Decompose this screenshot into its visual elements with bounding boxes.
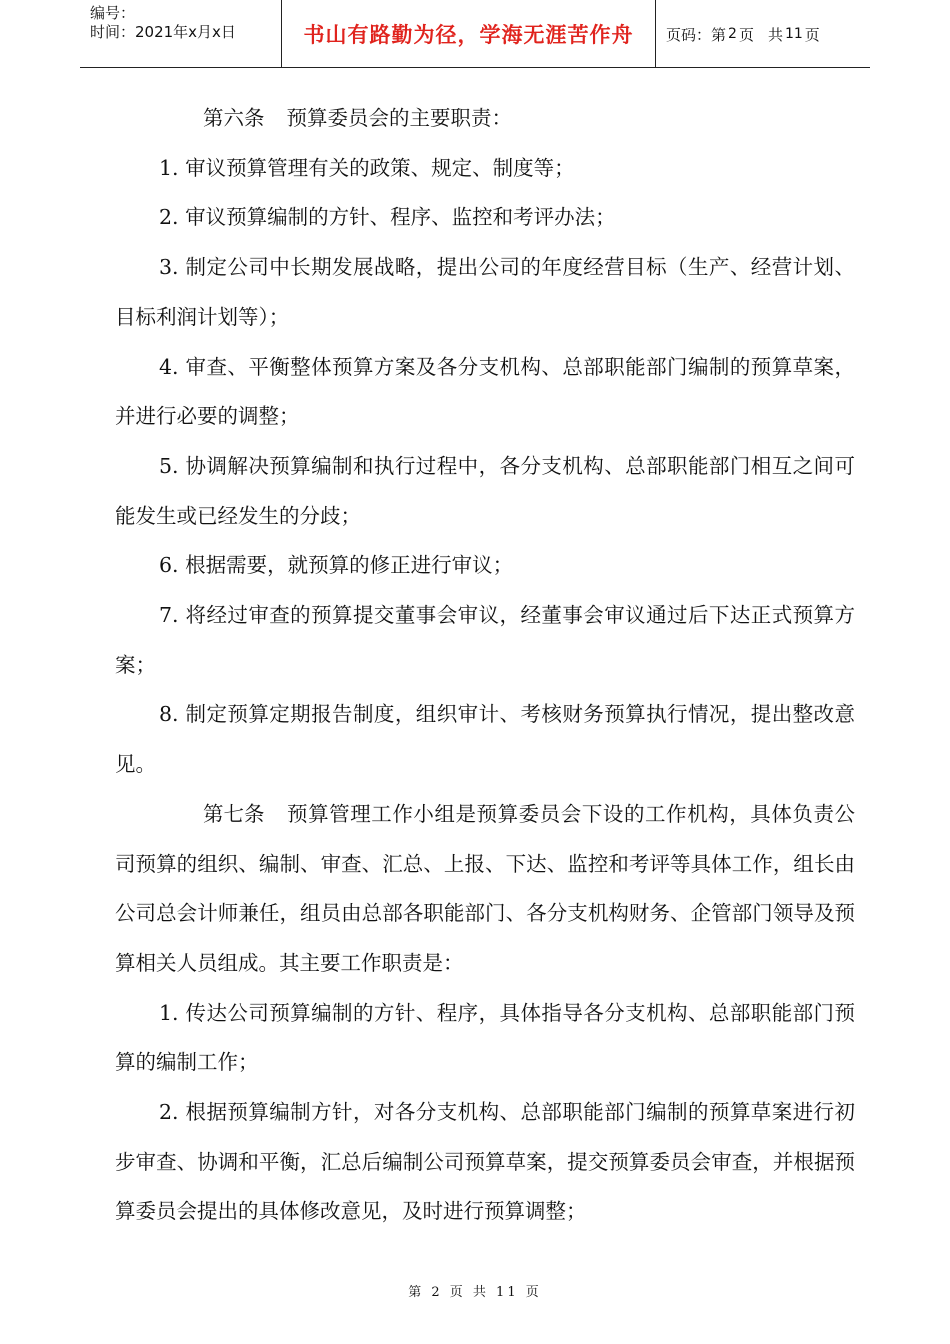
article-6-item: 6. 根据需要，就预算的修正进行审议；	[159, 553, 514, 578]
article-6-item: 7. 将经过审查的预算提交董事会审议，经董事会审议通过后下达正式预算方案；	[115, 603, 855, 677]
document-number-label: 编号：	[90, 4, 136, 22]
article-7-item: 1. 传达公司预算编制的方针、程序，具体指导各分支机构、总部职能部门预算的编制工作；	[115, 1000, 855, 1075]
header-motto: 书山有路勤为径，学海无涯苦作舟	[282, 0, 656, 68]
page-prefix: 页码：第	[666, 25, 727, 44]
page-header	[80, 0, 870, 68]
page-footer: 第 2 页 共 11 页	[408, 1285, 542, 1300]
article-6-item: 3. 制定公司中长期发展战略，提出公司的年度经营目标（生产、经营计划、目标利润计划等）；	[115, 255, 855, 329]
header-info-cell	[80, 0, 282, 68]
article-7-text: 预算管理工作小组是预算委员会下设的工作机构，具体负责公司预算的组织、编制、审查、汇总、上报、下达、监控和考评等具体工作，组长由公司总会计师兼任，组员由总部各职能部门、各分支机构财务、企管部门领导及预算相关人员组成。其主要工作职责是：	[115, 801, 855, 975]
page-current: 2	[728, 26, 737, 42]
article-6-item: 8. 制定预算定期报告制度，组织审计、考核财务预算执行情况，提出整改意见。	[115, 702, 855, 777]
page-total-prefix: 共	[767, 25, 783, 44]
page-mid: 页	[738, 25, 754, 44]
article-6-item: 4. 审查、平衡整体预算方案及各分支机构、总部职能部门编制的预算草案，并进行必要的调整；	[115, 354, 855, 429]
article-6-title: 预算委员会的主要职责：	[286, 106, 512, 130]
article-6-item: 1. 审议预算管理有关的政策、规定、制度等；	[159, 155, 575, 180]
article-7-item: 2. 根据预算编制方针，对各分支机构、总部职能部门编制的预算草案进行初步审查、协调和平衡，汇总后编制公司预算草案，提交预算委员会审查，并根据预算委员会提出的具体修改意见，及时进行预算调整；	[115, 1100, 855, 1224]
article-7-number: 第七条	[203, 801, 265, 826]
article-6-number: 第六条	[203, 106, 265, 130]
header-page-number	[656, 0, 870, 68]
document-date: 时间：2021年x月x日	[90, 23, 236, 41]
article-6-item: 5. 协调解决预算编制和执行过程中，各分支机构、总部职能部门相互之间可能发生或已经发生的分歧；	[115, 453, 855, 528]
page-suffix: 页	[804, 25, 820, 44]
article-6-item: 2. 审议预算编制的方针、程序、监控和考评办法；	[159, 205, 616, 230]
document-body	[115, 94, 855, 1237]
page-total: 11	[784, 26, 803, 42]
article-6-heading	[115, 94, 855, 144]
article-7-paragraph	[115, 790, 855, 989]
